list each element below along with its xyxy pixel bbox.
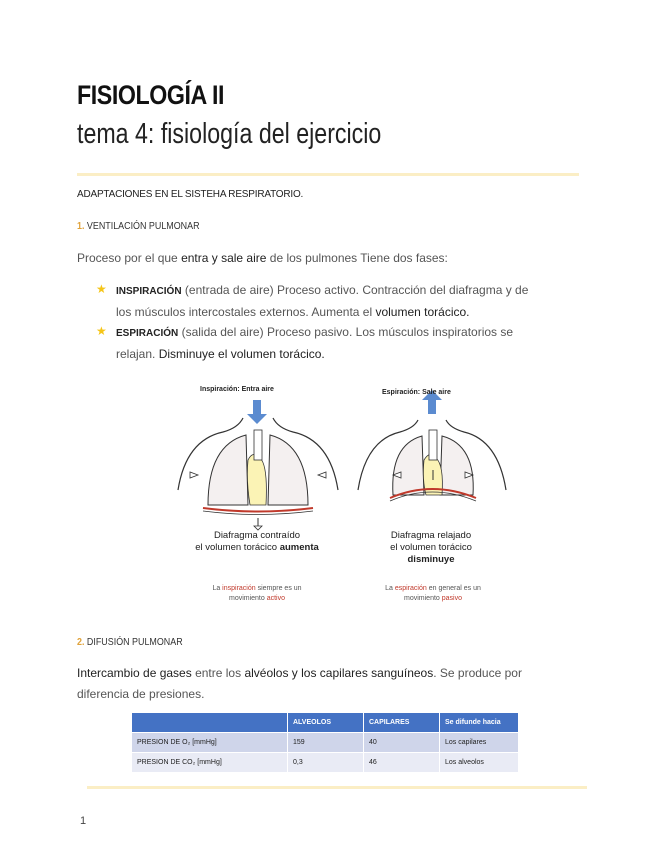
para-text: entre los [191,666,245,680]
table-cell: PRESION DE O₂ [mmHg] [132,733,288,753]
difusion-paragraph [77,663,547,705]
expiration-caption [356,530,506,566]
note-text: movimiento [404,595,442,602]
document-title: FISIOLOGÍA II [77,80,225,110]
note-red: espiración [394,585,427,592]
para-text: . Se produce por diferencia de presiones. [77,666,522,701]
heading-text: DIFUSIÓN PULMONAR [86,636,183,648]
inspiration-caption [182,530,332,554]
heading-number: 2. [77,636,85,648]
table-row [132,753,519,773]
table-cell: 40 [364,733,440,753]
table-header-row [132,713,519,733]
table-cell: PRESION DE CO₂ [mmHg] [132,753,288,773]
ventilacion-intro [77,248,537,269]
note-text: La [385,585,395,592]
bullet-term: ESPIRACIÓN [116,328,179,339]
expiration-note [368,584,498,604]
caption-line: el volumen torácico [390,542,472,553]
caption-line: Diafragma contraído [213,530,301,541]
note-text: en general es un [426,585,481,592]
caption-bold: disminuye [407,554,455,565]
bullet-inspiracion [116,280,546,323]
intro-bold: entra y sale aire [181,251,267,265]
caption-line: el volumen torácico [195,542,280,553]
divider-top [77,173,579,176]
bullet-text: (entrada de aire) Proceso activo. Contracción del diafragma y de los músculos intercostales externos. Aumenta el [116,283,529,319]
pressure-table [132,713,519,772]
note-text: movimiento [228,595,267,602]
respiration-diagram [168,380,508,610]
note-text: siempre es un [255,585,302,592]
heading-text: VENTILACIÓN PULMONAR [86,220,200,232]
table-cell: 159 [288,733,364,753]
expiration-title: Espiración: Sale aire [382,389,451,396]
bullet-term: INSPIRACIÓN [116,286,182,297]
caption-bold: aumenta [279,542,319,553]
bullet-bold: volumen torácico. [375,305,470,319]
intro-text: Proceso por el que [77,251,182,265]
inspiration-illustration [178,400,338,530]
table-header-cell [132,713,288,733]
star-bullet-icon: ★ [96,324,107,338]
bullet-bold: Disminuye el volumen torácico. [158,347,325,361]
heading-difusion [77,636,183,648]
para-bold: alvéolos y los capilares sanguíneos [244,666,434,680]
heading-ventilacion [77,220,200,232]
table-cell: Los capilares [440,733,519,753]
note-red: inspiración [222,585,256,592]
table-cell: 0,3 [288,753,364,773]
table-header-cell: CAPILARES [364,713,440,733]
note-red: activo [266,595,286,602]
expiration-illustration [358,390,506,501]
table-row [132,733,519,753]
inspiration-note [192,584,322,604]
inspiration-title: Inspiración: Entra aire [200,386,274,393]
divider-bottom [87,786,587,789]
bullet-espiracion [116,322,546,365]
note-text: La [212,585,223,592]
table-cell: 46 [364,753,440,773]
section-label: ADAPTACIONES EN EL SISTEHA RESPIRATORIO. [77,189,304,200]
caption-line: Diafragma relajado [390,530,472,541]
document-subtitle: tema 4: fisiología del ejercicio [77,118,382,150]
respiration-figure [168,380,508,610]
table-header-cell: ALVEOLOS [288,713,364,733]
table-header-cell: Se difunde hacia [440,713,519,733]
intro-text-end: de los pulmones Tiene dos fases: [266,251,448,265]
table-cell: Los alveolos [440,753,519,773]
star-bullet-icon: ★ [96,282,107,296]
para-bold: Intercambio de gases [77,666,192,680]
note-red: pasivo [441,595,462,602]
bullet-text: (salida del aire) Proceso pasivo. Los músculos inspiratorios se relajan. [116,325,514,361]
heading-number: 1. [77,220,85,232]
page-number: 1 [80,815,87,827]
